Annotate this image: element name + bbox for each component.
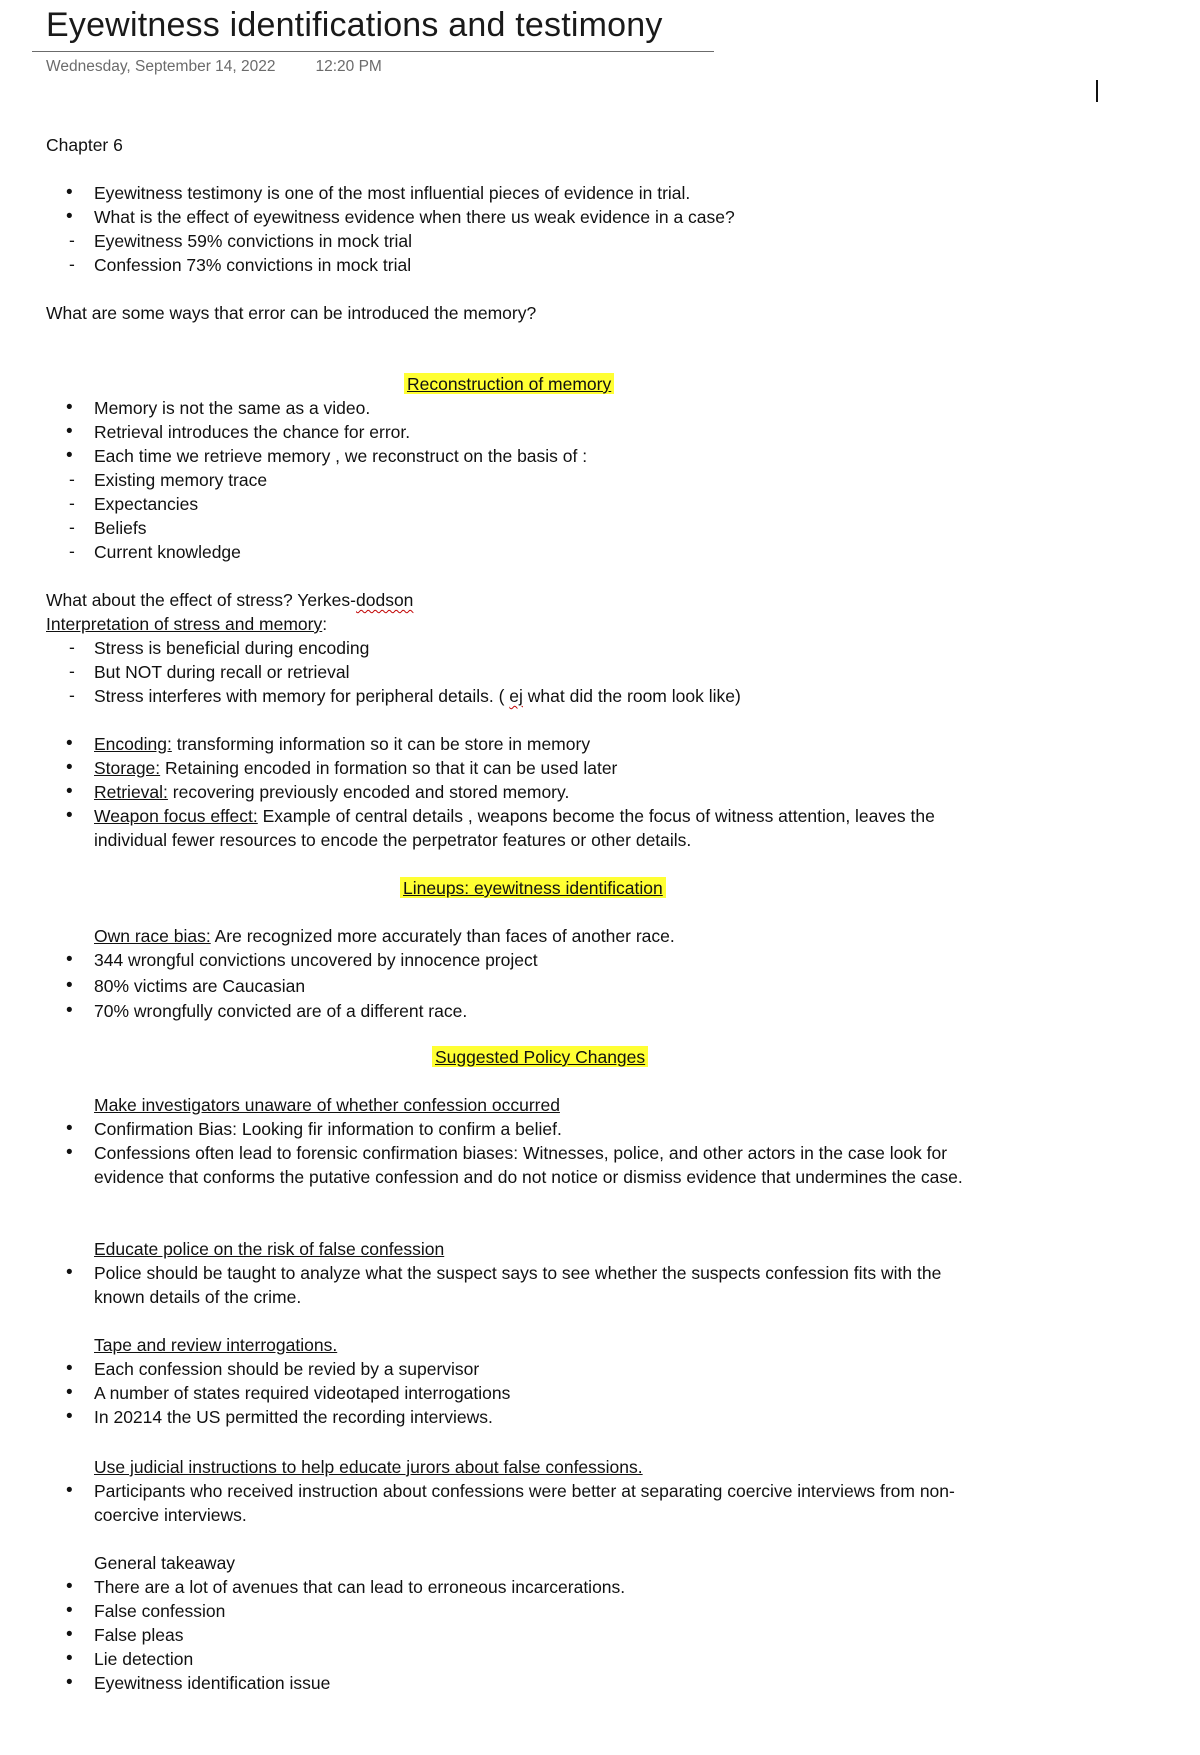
list-item: - Expectancies — [94, 492, 198, 516]
list-item: • Eyewitness identification issue — [94, 1671, 330, 1695]
list-item: • Memory is not the same as a video. — [94, 396, 370, 420]
list-item: • Participants who received instruction about confessions were better at separating coercive interviews from non-coercive interviews. — [94, 1479, 974, 1527]
question-text: What are some ways that error can be introduced the memory? — [46, 303, 537, 323]
list-item: • 70% wrongfully convicted are of a different race. — [94, 999, 467, 1023]
list-item: - Current knowledge — [94, 540, 241, 564]
page-title: Eyewitness identifications and testimony — [46, 6, 663, 44]
list-item: - Confession 73% convictions in mock trial — [94, 253, 411, 277]
section-heading-reconstruction: Reconstruction of memory — [404, 372, 614, 396]
list-item: • Lie detection — [94, 1647, 193, 1671]
list-item: • Each time we retrieve memory , we reconstruct on the basis of : — [94, 444, 587, 468]
text-cursor — [1096, 80, 1098, 102]
stress-question: What about the effect of stress? Yerkes-dodson — [46, 590, 414, 610]
list-item: - Beliefs — [94, 516, 147, 540]
policy-subheading: Make investigators unaware of whether confession occurred — [94, 1095, 560, 1115]
list-item: • A number of states required videotaped interrogations — [94, 1381, 510, 1405]
list-item: • What is the effect of eyewitness evidence when there us weak evidence in a case? — [94, 205, 735, 229]
title-divider — [32, 51, 714, 52]
list-item: • Confirmation Bias: Looking fir information to confirm a belief. — [94, 1117, 562, 1141]
list-item: • False pleas — [94, 1623, 184, 1647]
chapter-label: Chapter 6 — [46, 135, 123, 155]
stress-interpretation-heading: Interpretation of stress and memory: — [46, 614, 328, 634]
term-storage: • Storage: Retaining encoded in formation so that it can be used later — [94, 756, 617, 780]
list-item: - Existing memory trace — [94, 468, 267, 492]
list-item: • Confessions often lead to forensic confirmation biases: Witnesses, police, and other actors in the case look for evidence that conforms the putative confession and do not notice or dismiss evidence that undermines the case. — [94, 1141, 974, 1189]
term-retrieval: • Retrieval: recovering previously encoded and stored memory. — [94, 780, 569, 804]
list-item: - Stress interferes with memory for peripheral details. ( ej what did the room look like) — [94, 684, 741, 708]
list-item: • Police should be taught to analyze what the suspect says to see whether the suspects confession fits with the known details of the crime. — [94, 1261, 974, 1309]
section-heading-lineups: Lineups: eyewitness identification — [400, 876, 666, 900]
policy-subheading: Educate police on the risk of false confession — [94, 1239, 445, 1259]
list-item: • Eyewitness testimony is one of the most influential pieces of evidence in trial. — [94, 181, 690, 205]
policy-subheading: Tape and review interrogations. — [94, 1335, 338, 1355]
policy-subheading: Use judicial instructions to help educate jurors about false confessions. — [94, 1457, 643, 1477]
page-meta — [46, 58, 382, 76]
page-time: 12:20 PM — [315, 58, 382, 75]
takeaway-heading: General takeaway — [94, 1553, 236, 1573]
list-item: - But NOT during recall or retrieval — [94, 660, 349, 684]
list-item: • There are a lot of avenues that can lead to erroneous incarcerations. — [94, 1575, 625, 1599]
list-item: • 80% victims are Caucasian — [94, 974, 305, 998]
list-item: • Each confession should be revied by a supervisor — [94, 1357, 479, 1381]
list-item: • False confession — [94, 1599, 225, 1623]
list-item: - Stress is beneficial during encoding — [94, 636, 369, 660]
term-weapon-focus: • Weapon focus effect: Example of central details , weapons become the focus of witness attention, leaves the individual fewer resources to encode the perpetrator features or other details. — [94, 804, 974, 852]
page-date: Wednesday, September 14, 2022 — [46, 58, 276, 75]
section-heading-policy: Suggested Policy Changes — [432, 1045, 648, 1069]
term-encoding: • Encoding: transforming information so it can be store in memory — [94, 732, 590, 756]
list-item: • 344 wrongful convictions uncovered by innocence project — [94, 948, 538, 972]
list-item: • In 20214 the US permitted the recording interviews. — [94, 1405, 493, 1429]
list-item: • Retrieval introduces the chance for error. — [94, 420, 410, 444]
list-item: - Eyewitness 59% convictions in mock trial — [94, 229, 412, 253]
own-race-bias: Own race bias: Are recognized more accurately than faces of another race. — [94, 926, 675, 946]
